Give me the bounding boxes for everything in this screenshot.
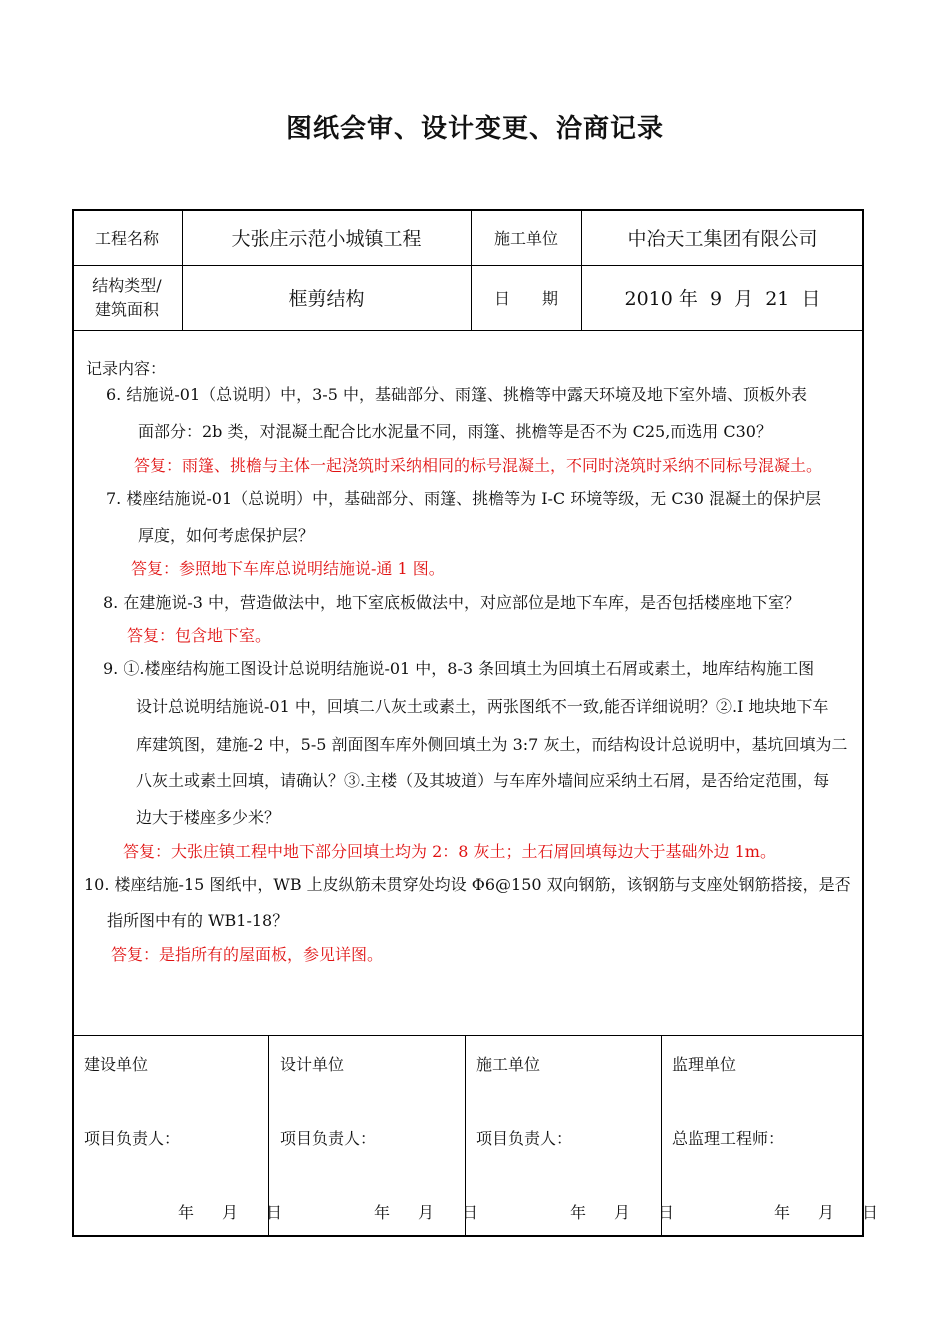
contractor-value: 中冶天工集团有限公司 [627,227,818,250]
row-divider [72,330,864,331]
signature-date: 年 月 日 [570,1203,681,1222]
signature-role: 项目负责人： [280,1129,377,1148]
signature-date: 年 月 日 [774,1203,885,1222]
record-line: 8. 在建施说-3 中，营造做法中，地下室底板做法中，对应部位是地下车库，是否包括楼座地下室？ [103,593,801,612]
signature-unit: 设计单位 [280,1055,345,1074]
signature-unit: 施工单位 [476,1055,541,1074]
answer-line: 答复：雨篷、挑檐与主体一起浇筑时采纳相同的标号混凝土，不同时浇筑时采纳不同标号混凝土。 [134,456,823,475]
record-line: 10. 楼座结施-15 图纸中，WB 上皮纵筋未贯穿处均设 Φ6@150 双向钢筋，该钢筋与支座处钢筋搭接，是否 [84,875,851,894]
structure-label [72,265,182,330]
signature-date: 年 月 日 [178,1203,289,1222]
signature-role: 总监理工程师： [672,1129,785,1148]
answer-line: 答复：参照地下车库总说明结施说-通 1 图。 [131,559,445,578]
structure-value: 框剪结构 [288,288,365,310]
record-line: 设计总说明结施说-01 中，回填二八灰土或素土，两张图纸不一致,能否详细说明？②.I 地块地下车 [136,697,829,716]
record-line: 库建筑图，建施-2 中，5-5 剖面图车库外侧回填土为 3:7 灰土，而结构设计总说明中，基坑回填为二 [136,735,848,754]
row-divider [72,1035,864,1036]
project-name-label: 工程名称 [94,228,159,248]
signature-role: 项目负责人： [476,1129,573,1148]
date-value: 2010 年 9 月 21 日 [624,288,821,310]
record-line: 9. ①.楼座结构施工图设计总说明结施说-01 中，8-3 条回填土为回填土石屑或素土，地库结构施工图 [103,659,815,678]
structure-label-line-1: 结构类型/ [92,275,162,295]
structure-label-line-2: 建筑面积 [94,299,159,319]
record-line: 边大于楼座多少米？ [136,808,281,827]
document-title: 图纸会审、设计变更、洽商记录 [285,114,664,144]
record-label: 记录内容： [86,359,167,378]
signature-role: 项目负责人： [84,1129,181,1148]
signature-date: 年 月 日 [374,1203,485,1222]
record-line: 面部分：2b 类，对混凝土配合比水泥量不同，雨篷、挑檐等是否不为 C25,而选用 C30？ [138,422,772,441]
signature-unit: 监理单位 [672,1055,737,1074]
contractor-label: 施工单位 [493,228,558,248]
record-line: 八灰土或素土回填，请确认？③.主楼（及其坡道）与车库外墙间应采纳土石屑，是否给定范围，每 [136,771,830,790]
project-name-value: 大张庄示范小城镇工程 [231,227,422,250]
answer-line: 答复：是指所有的屋面板，参见详图。 [111,945,384,964]
record-line: 厚度，如何考虑保护层？ [138,526,315,545]
record-line: 6. 结施说-01（总说明）中，3-5 中，基础部分、雨篷、挑檐等中露天环境及地下室外墙、顶板外表 [106,385,807,404]
answer-line: 答复：大张庄镇工程中地下部分回填土均为 2：8 灰土；土石屑回填每边大于基础外边 1m。 [123,842,776,861]
signature-unit: 建设单位 [84,1055,149,1074]
record-line: 7. 楼座结施说-01（总说明）中，基础部分、雨篷、挑檐等为 I-C 环境等级，无 C30 混凝土的保护层 [106,489,822,508]
date-label: 日 期 [493,289,558,308]
record-table [72,209,864,1237]
record-line: 指所图中有的 WB1-18？ [107,911,289,930]
answer-line: 答复：包含地下室。 [127,626,272,645]
